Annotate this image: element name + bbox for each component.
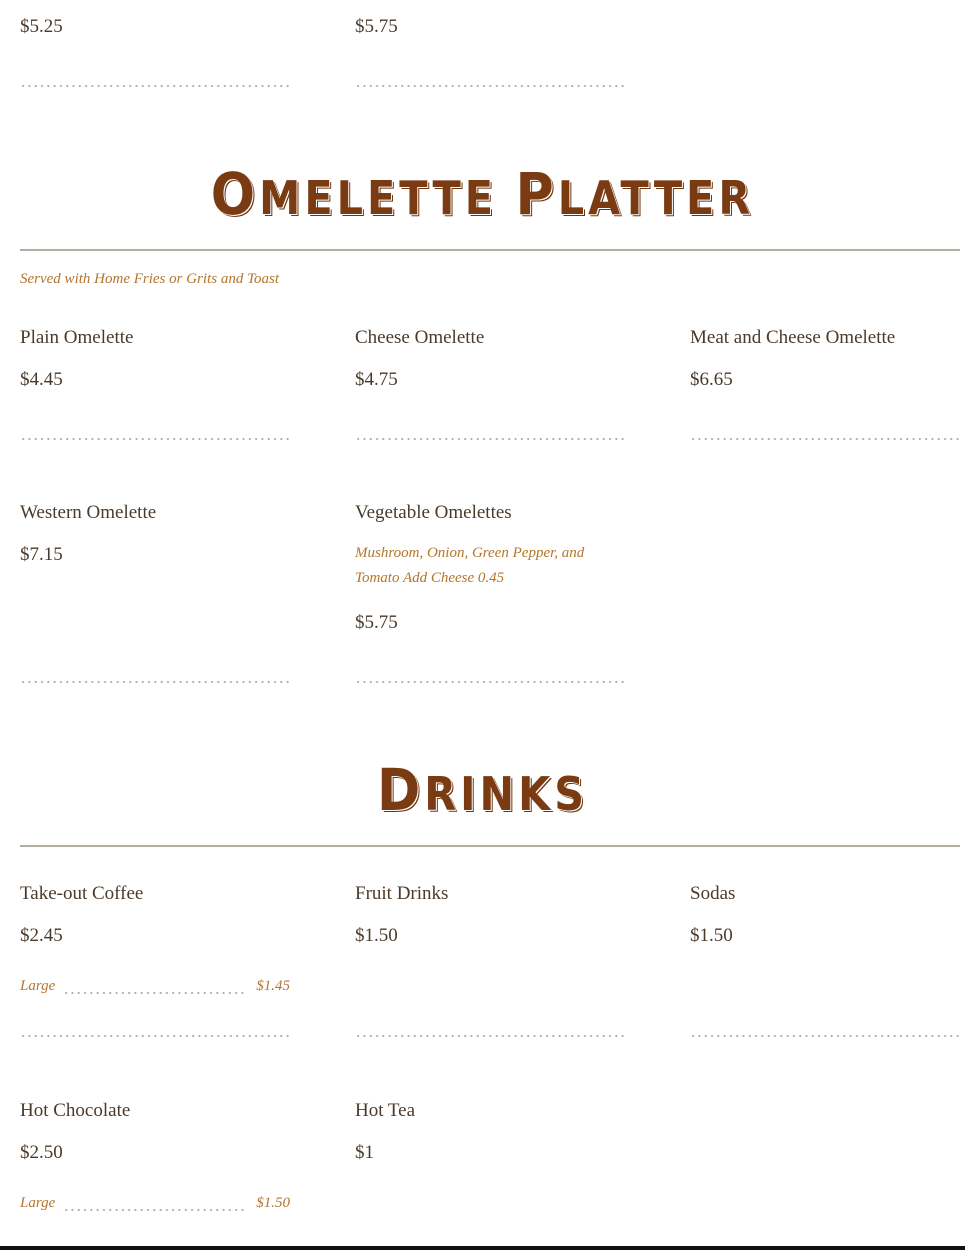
dotted-leader [63,992,246,994]
menu-item-name: Meat and Cheese Omelette [690,327,896,348]
section-rule [20,249,960,251]
section-rule [20,845,960,847]
menu-item-price: $1 [355,1142,374,1163]
menu-item-name: Sodas [690,883,736,904]
bottom-border [0,1246,965,1250]
menu-item-name: Fruit Drinks [355,883,449,904]
size-option-price: $1.50 [256,1195,290,1211]
menu-item-price: $5.75 [355,16,398,37]
menu-item-price: $5.25 [20,16,63,37]
menu-item-price: $5.75 [355,612,398,633]
menu-item-name: Cheese Omelette [355,327,485,348]
size-option-price: $1.45 [256,978,290,994]
menu-item-name: Western Omelette [20,502,157,523]
dotted-leader [63,1209,246,1211]
menu-item-name: Vegetable Omelettes [355,502,512,523]
menu-item-name: Hot Tea [355,1100,416,1121]
size-option-row [20,978,290,998]
menu-item-name: Hot Chocolate [20,1100,131,1121]
dotted-divider [355,85,625,87]
menu-item-price: $4.75 [355,369,398,390]
menu-item-price: $4.45 [20,369,63,390]
dotted-divider [20,85,290,87]
size-option-label: Large [20,1195,56,1211]
menu-item-price: $2.50 [20,1142,63,1163]
menu-item-name: Plain Omelette [20,327,134,348]
menu-item-description: Mushroom, Onion, Green Pepper, and Tomato Add Cheese 0.45 [355,545,585,586]
menu-item-price: $7.15 [20,544,63,565]
dotted-divider [20,681,290,683]
section-title-omelette-platter: OMELETTE PLATTER [210,160,755,228]
dotted-divider [690,438,960,440]
size-option-row [20,1195,290,1215]
section-subtitle: Served with Home Fries or Grits and Toast [20,271,280,287]
dotted-divider [690,1035,960,1037]
dotted-divider [355,1035,625,1037]
dotted-divider [20,438,290,440]
dotted-divider [355,438,625,440]
menu-item-name: Take-out Coffee [20,883,144,904]
menu-item-price: $6.65 [690,369,733,390]
dotted-divider [20,1035,290,1037]
section-title-drinks: DRINKS [376,756,589,824]
size-option-label: Large [20,978,56,994]
menu-item-price: $2.45 [20,925,63,946]
dotted-divider [355,681,625,683]
menu-item-price: $1.50 [690,925,733,946]
menu-item-price: $1.50 [355,925,398,946]
